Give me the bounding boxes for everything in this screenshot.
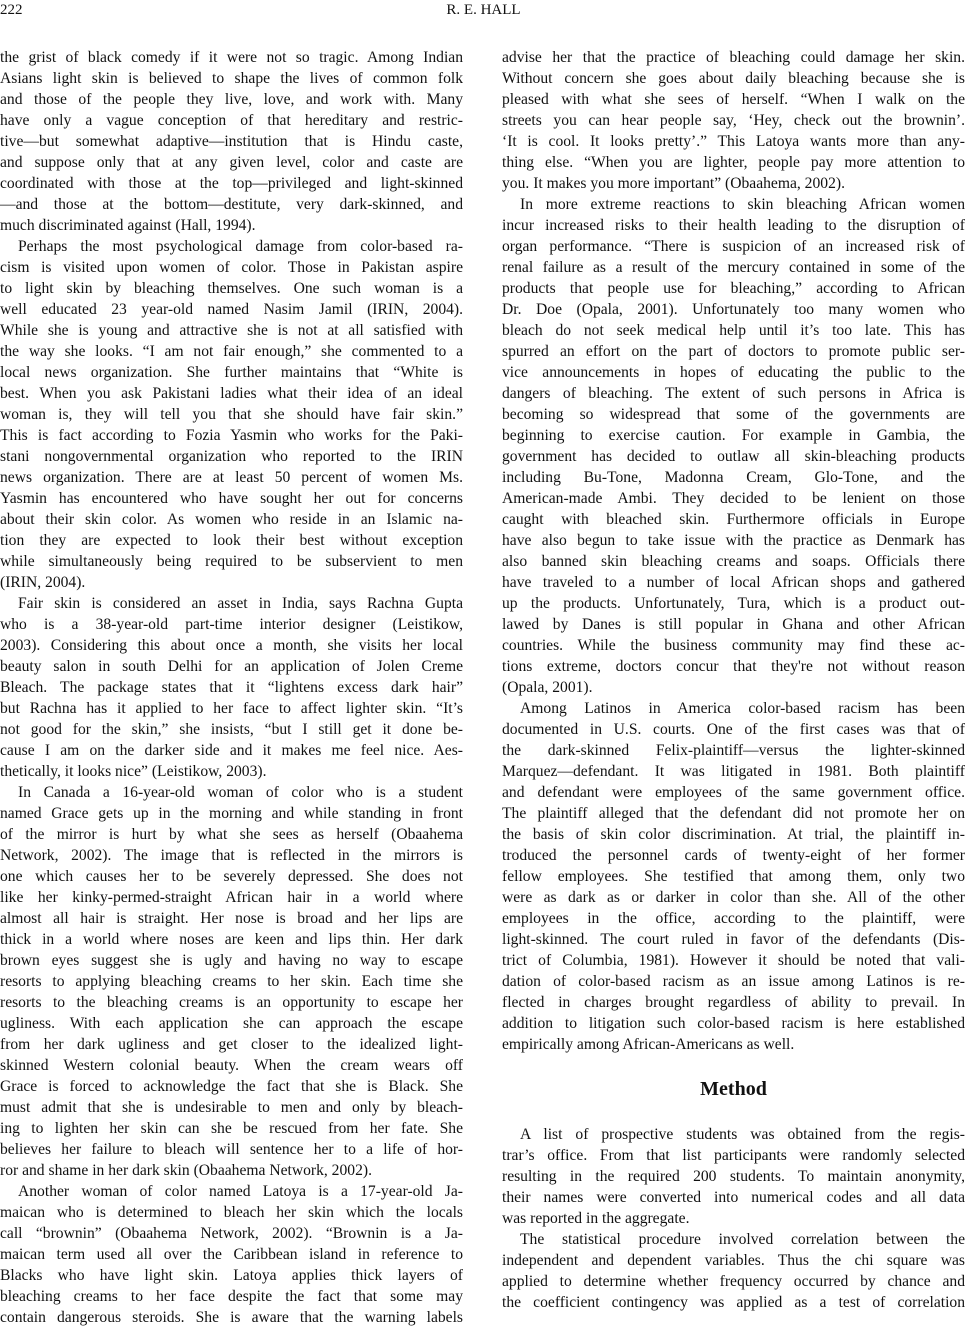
right-column [502,47,965,1313]
text-line: local news organization. She further maintains that “White is [0,364,463,381]
text-line: advise her that the practice of bleaching could damage her skin. [502,49,965,66]
text-line: maican term used all over the Caribbean island in reference to [0,1246,463,1263]
text-line: beginning to exercise caution. For example in Gambia, the [502,427,965,444]
text-line: thick in a world where noses are keen and lips thin. Her dark [0,931,463,948]
text-line: flected in charges brought regardless of ability to prevail. In [502,994,965,1011]
text-line: In more extreme reactions to skin bleaching African women [520,196,965,213]
text-line: the way she looks. “I am not fair enough,” she commented to a [0,343,463,360]
paragraph [502,1124,965,1229]
text-line: stani nongovernmental organization who reported to the IRIN [0,448,463,465]
text-line: incur increased risks to their health leading to the disruption of [502,217,965,234]
text-line: Blacks who have light skin. Latoya applies thick layers of [0,1267,463,1284]
running-head: R. E. HALL [446,2,521,18]
text-line: contain dangerous steroids. She is aware that the warning labels [0,1309,463,1326]
text-line: not good for the skin,” she insists, “but I still get it done be- [0,721,463,738]
text-line: independent and dependent variables. Thus the chi square was [502,1252,965,1269]
text-line: Dr. Doe (Opala, 2001). Unfortunately too many women who [502,301,965,318]
text-line: This is fact according to Fozia Yasmin who works for the Paki- [0,427,463,444]
text-line: vice announcements in hopes of educating the public to the [502,364,965,381]
text-line: the dark-skinned Felix-plaintiff—versus the lighter-skinned [502,742,965,759]
text-line: brown eyes suggest she is ugly and having no way to escape [0,952,463,969]
text-line: but Rachna has it applied to her face to affect lighter skin. “It’s [0,700,463,717]
text-line: ‘It is cool. It looks pretty’.” This Latoya wants more than any- [502,133,965,150]
text-line: Another woman of color named Latoya is a 17-year-old Ja- [18,1183,463,1200]
text-line: like her kinky-permed-straight African hair in a world where [0,889,463,906]
paragraph [502,47,965,194]
text-line: of the mirror is hurt by what she sees as herself (Obaahema [0,826,463,843]
text-line: lawed by Danes is still popular in Ghana and other African [502,616,965,633]
text-line: up the products. Unfortunately, Tura, which is a product out- [502,595,965,612]
text-line: caught with bleached skin. Furthermore officials in Europe [502,511,965,528]
text-line: Asians light skin is believed to shape the lives of common folk [0,70,463,87]
text-line: government has decided to outlaw all skin-bleaching products [502,448,965,465]
paragraph [0,593,463,782]
text-line: skinned Western colonial beauty. When the cream wears off [0,1057,463,1074]
text-line: the basis of skin color discrimination. At trial, the plaintiff in- [502,826,965,843]
text-line: woman is, they will tell you that she should have fair skin.” [0,406,463,423]
text-line: about their skin color. As women who reside in an Islamic na- [0,511,463,528]
text-line: pleased with what she sees of herself. “When I walk on the [502,91,965,108]
text-line: dation of color-based racism as an issue among Latinos is re- [502,973,965,990]
text-line: cause I am on the darker side and it makes me feel nice. Aes- [0,742,463,759]
text-line: believes her failure to bleach will sentence her to a life of hor- [0,1141,463,1158]
text-line: from her dark ugliness and get closer to the idealized light- [0,1036,463,1053]
text-line: (Opala, 2001). [502,679,593,696]
paragraph [0,1181,463,1328]
text-line: best. When you ask Pakistani ladies what their idea of an ideal [0,385,463,402]
text-line: were as dark as or darker in color than she. All of the other [502,889,965,906]
text-line: In Canada a 16-year-old woman of color who is a student [18,784,463,801]
text-line: ing to lighten her skin can she be rescued from her fate. She [0,1120,463,1137]
text-line: Perhaps the most psychological damage from color-based ra- [18,238,463,255]
text-line: ugliness. With each application she can approach the escape [0,1015,463,1032]
text-line: applied to determine whether frequency occurred by chance and [502,1273,965,1290]
text-line: The statistical procedure involved correlation between the [520,1231,965,1248]
text-line: While she is young and attractive she is not at all satisfied with [0,322,463,339]
left-column [0,47,463,1328]
text-line: fellow employees. She testified that among them, only two [502,868,965,885]
text-line: The plaintiff alleged that the defendant did not promote her on [502,805,965,822]
text-line: tive—but somewhat adaptive—institution that is Hindu caste, [0,133,463,150]
text-line: while simultaneously being required to be subservient to men [0,553,463,570]
paragraph [502,698,965,1055]
text-line: including Bu-Tone, Madonna Cream, Glo-Tone, and the [502,469,965,486]
paragraph [0,236,463,593]
text-line: —and those at the bottom—destitute, very dark-skinned, and [0,196,463,213]
text-line: almost all hair is straight. Her nose is broad and her lips are [0,910,463,927]
paragraph [0,47,463,236]
text-line: spurred an effort on the part of doctors to promote public ser- [502,343,965,360]
text-line: to light skin by bleaching themselves. One such woman is a [0,280,463,297]
text-line: have only a vague conception of that hereditary and restric- [0,112,463,129]
text-line: Marquez—defendant. It was litigated in 1981. Both plaintiff [502,763,965,780]
text-line: call “brownin” (Obaahema Network, 2002). “Brownin is a Ja- [0,1225,463,1242]
text-line: organ performance. “There is suspicion of an increased risk of [502,238,965,255]
text-line: Grace is forced to acknowledge the fact that she is Black. She [0,1078,463,1095]
text-line: one which causes her to be severely depressed. She does not [0,868,463,885]
text-line: empirically among African-Americans as well. [502,1036,795,1053]
paragraph [502,1229,965,1313]
text-line: light-skinned. The court ruled in favor of the defendants (Dis- [502,931,965,948]
text-line: 2003). Considering this about once a month, she visits her local [0,637,463,654]
text-line: also banned skin bleaching creams and soaps. Officials there [502,553,965,570]
text-line: their names were converted into numerical codes and all data [502,1189,965,1206]
text-line: was reported in the aggregate. [502,1210,690,1227]
text-line: much discriminated against (Hall, 1994). [0,217,256,234]
text-line: addition to litigation such color-based racism is here established [502,1015,965,1032]
paragraph [0,782,463,1181]
text-line: resorts to applying bleaching creams to her skin. Each time she [0,973,463,990]
text-line: news organization. There are at least 50 percent of women Ms. [0,469,463,486]
text-line: countries. While the business community may find these ac- [502,637,965,654]
text-line: trict of Columbia, 1981). However it should be noted that vali- [502,952,965,969]
text-line: resulting in the required 200 students. To maintain anonymity, [502,1168,965,1185]
text-line: who is a 38-year-old part-time interior designer (Leistikow, [0,616,463,633]
text-line: and suppose only that at any given level, color and caste are [0,154,463,171]
text-line: have traveled to a number of local African shops and gathered [502,574,965,591]
text-line: ror and shame in her dark skin (Obaahema Network, 2002). [0,1162,372,1179]
text-line: dangers of bleaching. The extent of such persons in Africa is [502,385,965,402]
text-line: well educated 23 year-old named Nasim Jamil (IRIN, 2004). [0,301,463,318]
text-line: you. It makes you more important” (Obaahema, 2002). [502,175,845,192]
text-line: trar’s office. From that list participants were randomly selected [502,1147,965,1164]
section-heading: Method [700,1078,767,1100]
text-line: Yasmin has encountered who have sought her out for concerns [0,490,463,507]
text-line: and defendant were employees of the same government office. [502,784,965,801]
text-line: tion they are expected to look their best without exception [0,532,463,549]
text-line: products that people use for bleaching,” according to African [502,280,965,297]
text-line: cism is visited upon women of color. Those in Pakistan aspire [0,259,463,276]
text-line: renal failure as a result of the mercury contained in some of the [502,259,965,276]
text-line: must admit that she is undesirable to men and only by bleach- [0,1099,463,1116]
text-line: (IRIN, 2004). [0,574,86,591]
text-line: Bleach. The package states that it “lightens excess dark hair” [0,679,463,696]
paragraph [502,194,965,698]
text-line: streets you can hear people say, ‘Hey, check out the brownin’. [502,112,965,129]
text-line: Network, 2002). The image that is reflected in the mirrors is [0,847,463,864]
text-line: the coefficient contingency was applied as a test of correlation [502,1294,965,1311]
text-line: and those of the people they live, love, and work with. Many [0,91,463,108]
text-line: documented in U.S. courts. One of the first cases was that of [502,721,965,738]
text-line: bleaching creams to her face despite the fact that some may [0,1288,463,1305]
text-line: employees in the office, according to the plaintiff, were [502,910,965,927]
text-line: beauty salon in south Delhi for an application of Jolen Creme [0,658,463,675]
text-line: American-made Ambi. They decided to be lenient on those [502,490,965,507]
text-line: the grist of black comedy if it were not so tragic. Among Indian [0,49,463,66]
text-line: Fair skin is considered an asset in India, says Rachna Gupta [18,595,463,612]
text-line: thetically, it looks nice” (Leistikow, 2003). [0,763,267,780]
text-line: have also begun to take issue with the practice as Denmark has [502,532,965,549]
text-line: troduced the personnel cards of twenty-eight of her former [502,847,965,864]
text-line: thing else. “When you are lighter, people pay more attention to [502,154,965,171]
text-line: Among Latinos in America color-based racism has been [520,700,965,717]
text-line: Without concern she goes about daily bleaching because she is [502,70,965,87]
text-line: coordinated with those at the top—privileged and light-skinned [0,175,463,192]
text-line: A list of prospective students was obtained from the regis- [520,1126,965,1143]
page-number: 222 [0,2,23,18]
text-line: resorts to the bleaching creams is an opportunity to escape her [0,994,463,1011]
text-line: bleach do not seek medical help until it’s too late. This has [502,322,965,339]
text-line: tions extreme, doctors concur that they're not without reason [502,658,965,675]
text-line: maican who is determined to bleach her skin which the locals [0,1204,463,1221]
text-line: becoming so widespread that some of the governments are [502,406,965,423]
text-line: named Grace gets up in the morning and while standing in front [0,805,463,822]
